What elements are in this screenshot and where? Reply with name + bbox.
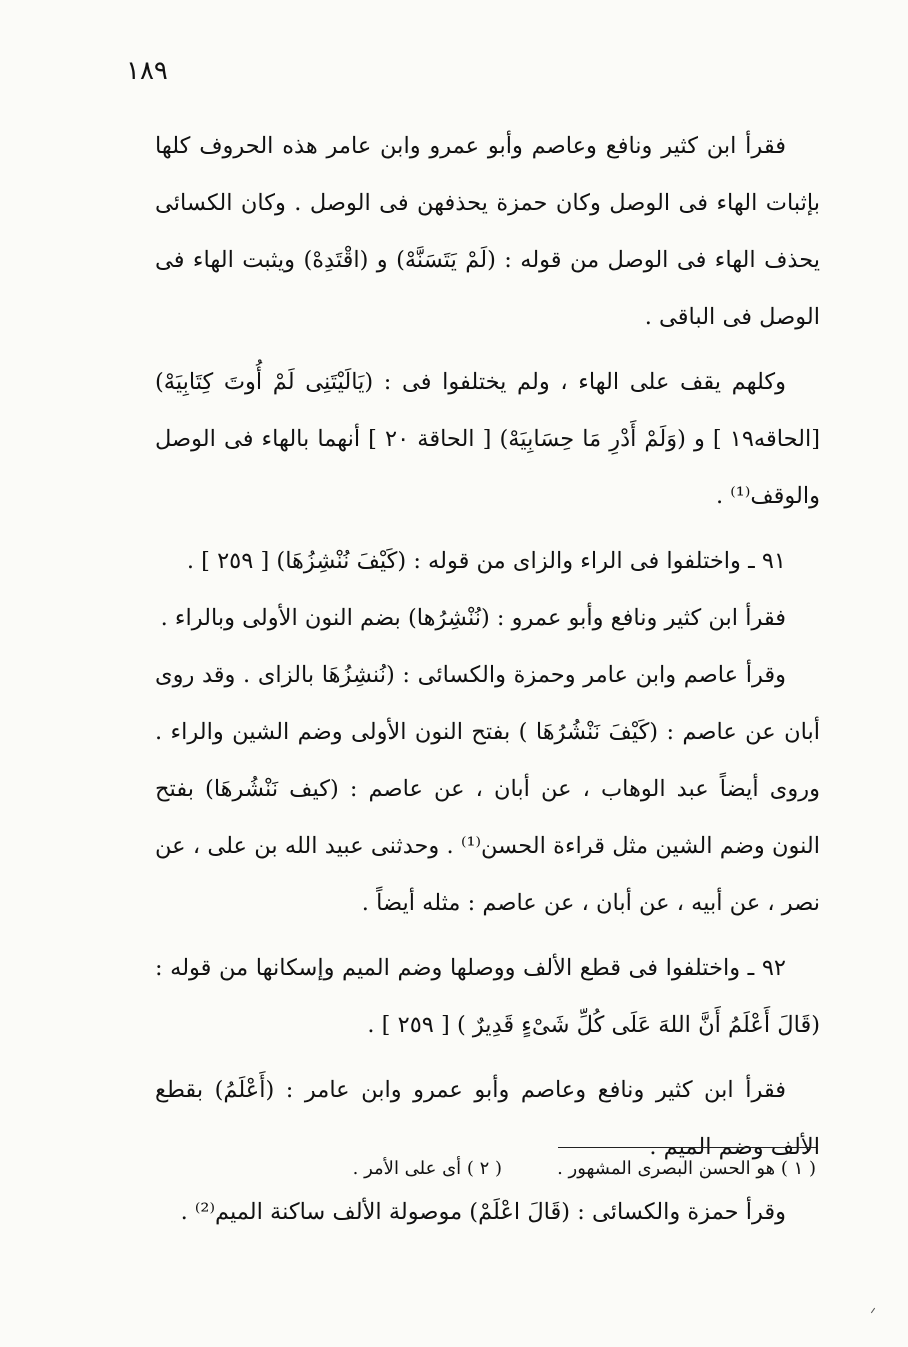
footnote-2: ( ٢ ) أى على الأمر . (352, 1158, 503, 1179)
paragraph-7: فقرأ ابن كثير ونافع وعاصم وأبو عمرو وابن عامر : (أَعْلَمُ) بقطع الألف وضم الميم . (155, 1077, 820, 1160)
paragraph-8: وقرأ حمزة والكسائى : (قَالَ اعْلَمْ) موصولة الألف ساكنة الميم⁽²⁾ . (180, 1199, 786, 1225)
paragraph-6: ٩٢ ـ واختلفوا فى قطع الألف ووصلها وضم الميم وإسكانها من قوله : (قَالَ أَعْلَمُ أَنَّ اللهَ عَلَى كُلِّ شَىْءٍ قَدِيرٌ ) [ ٢٥٩ ] . (155, 955, 820, 1038)
footnote-divider (558, 1147, 816, 1148)
paragraph-4: فقرأ ابن كثير ونافع وأبو عمرو : (نُنْشِرُها) بضم النون الأولى وبالراء . (160, 605, 786, 631)
scan-mark (871, 1308, 875, 1313)
footnote-1: ( ١ ) هو الحسن البصرى المشهور . (557, 1158, 816, 1179)
paragraph-2: وكلهم يقف على الهاء ، ولم يختلفوا فى : (يَالَيْتَنِى لَمْ أُوتَ كِتَابِيَهْ) [الحاقه١٩ ] و (وَلَمْ أَدْرِ مَا حِسَابِيَهْ) [ الحاقة ٢٠ ] أنهما بالهاء فى الوصل والوقف⁽¹⁾ . (155, 369, 821, 509)
body-text (155, 118, 820, 1241)
footnotes (320, 1158, 816, 1179)
paragraph-1: فقرأ ابن كثير ونافع وعاصم وأبو عمرو وابن عامر هذه الحروف كلها بإثبات الهاء فى الوصل وكان حمزة يحذفهن فى الوصل . وكان الكسائى يحذف الهاء فى الوصل من قوله : (لَمْ يَتَسَنَّهْ) و (اقْتَدِهْ) ويثبت الهاء فى الوصل فى الباقى . (155, 133, 820, 330)
page-number: ١٨٩ (126, 56, 168, 86)
paragraph-5: وقرأ عاصم وابن عامر وحمزة والكسائى : (نُنشِزُهَا بالزاى . وقد روى أبان عن عاصم : (كَيْفَ نَنْشُرُهَا ) بفتح النون الأولى وضم الشين والراء . وروى أيضاً عبد الوهاب ، عن أبان ، عن عاصم : (كيف نَنْشُرهَا) بفتح النون وضم الشين مثل قراءة الحسن⁽¹⁾ . وحدثنى عبيد الله بن على ، عن نصر ، عن أبيه ، عن أبان ، عن عاصم : مثله أيضاً . (155, 662, 820, 916)
paragraph-3: ٩١ ـ واختلفوا فى الراء والزاى من قوله : (كَيْفَ نُنْشِزُهَا) [ ٢٥٩ ] . (186, 548, 786, 574)
